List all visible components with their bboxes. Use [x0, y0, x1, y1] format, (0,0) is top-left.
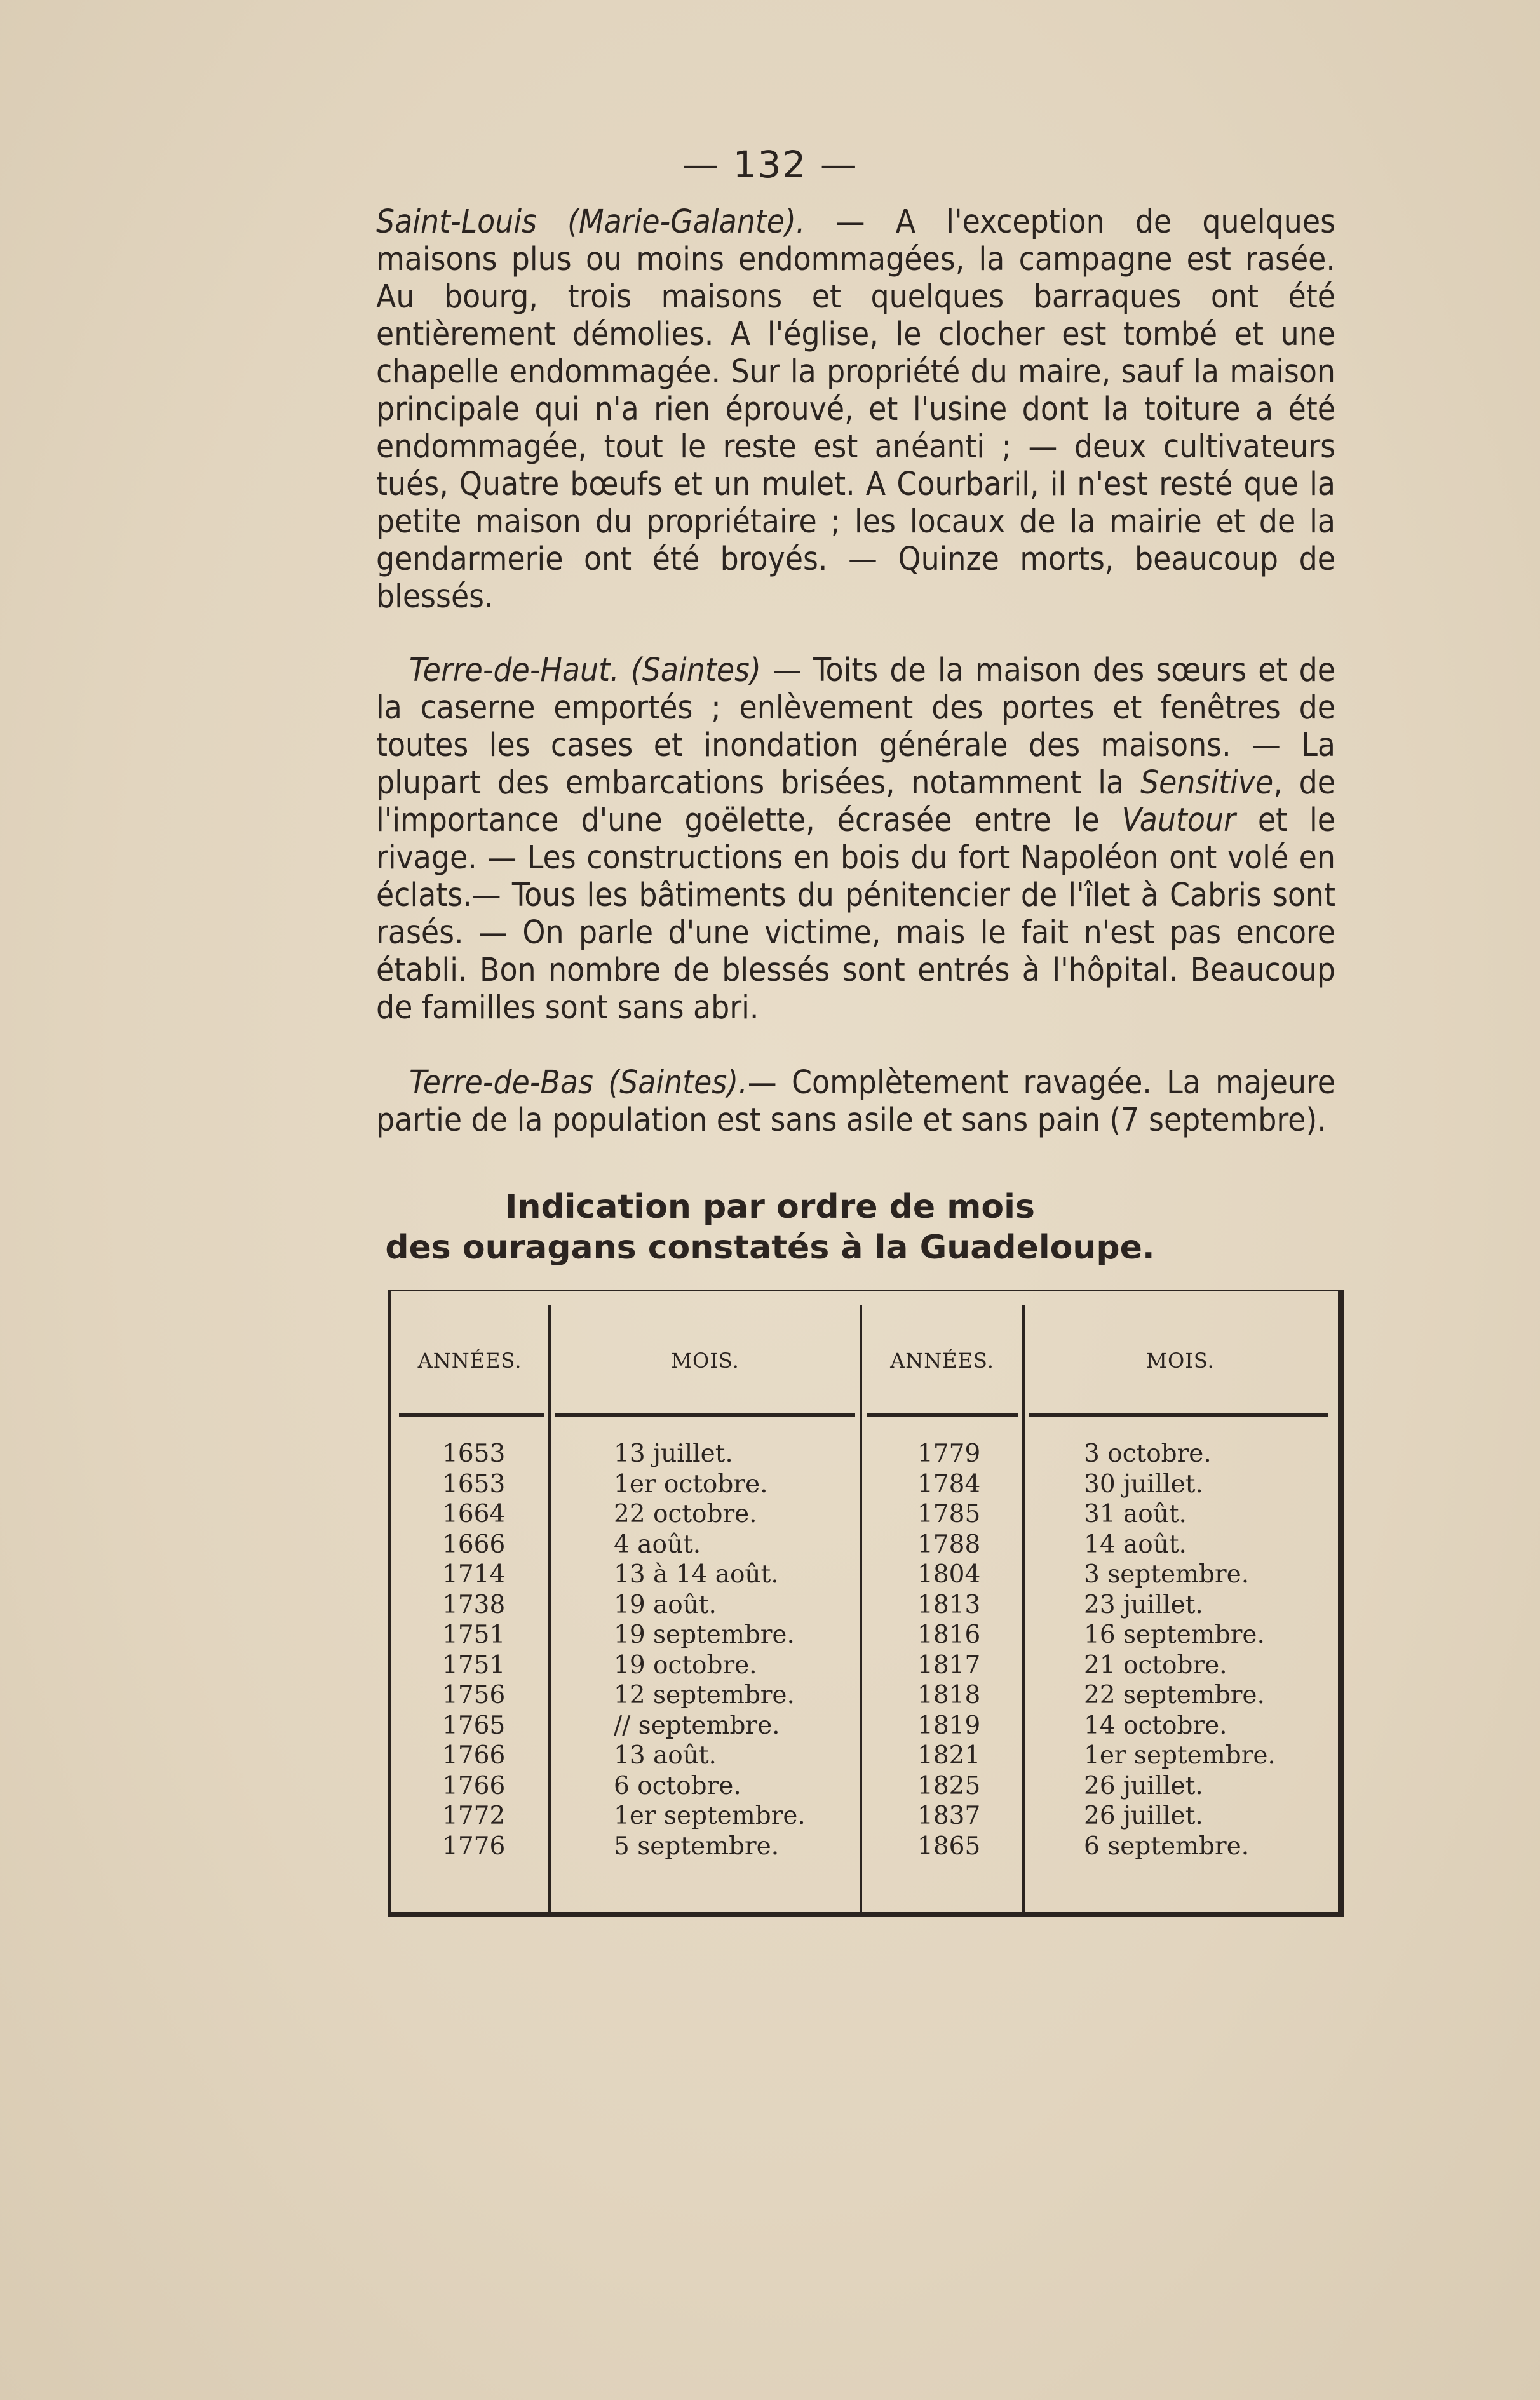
month-cell: 6 septembre. — [1084, 1831, 1250, 1861]
column-divider — [860, 1305, 862, 1912]
year-cell: 1766 — [442, 1741, 506, 1770]
year-cell: 1765 — [442, 1711, 506, 1740]
page-number: — 132 — — [682, 143, 858, 186]
header-rule — [399, 1413, 544, 1417]
month-cell: 26 juillet. — [1084, 1802, 1203, 1830]
month-cell: 19 septembre. — [614, 1621, 795, 1649]
year-cell: 1738 — [442, 1590, 506, 1619]
month-cell: 22 octobre. — [614, 1500, 757, 1528]
year-cell: 1751 — [442, 1621, 506, 1649]
year-cell: 1714 — [442, 1560, 506, 1589]
header-annees: ANNÉES. — [890, 1349, 994, 1373]
ship-name: Sensitive — [1140, 764, 1274, 802]
year-cell: 1837 — [917, 1802, 981, 1830]
year-cell: 1766 — [442, 1771, 506, 1800]
year-cell: 1779 — [917, 1439, 981, 1468]
years-column-right — [917, 1439, 980, 1861]
year-cell: 1804 — [917, 1560, 981, 1589]
month-cell: 5 septembre. — [614, 1831, 780, 1861]
table-title — [0, 1187, 1540, 1268]
ship-name: Vautour — [1121, 802, 1236, 839]
year-cell: 1756 — [442, 1681, 506, 1709]
month-cell: 14 août. — [1084, 1530, 1187, 1559]
paragraph-saint-louis — [376, 203, 1335, 616]
month-cell: 16 septembre. — [1084, 1621, 1265, 1649]
month-cell: 13 août. — [614, 1741, 717, 1770]
month-cell: 6 octobre. — [614, 1771, 741, 1800]
year-cell: 1653 — [442, 1439, 506, 1468]
month-cell: 14 octobre. — [1084, 1711, 1227, 1740]
year-cell: 1772 — [442, 1802, 506, 1830]
year-cell: 1653 — [442, 1469, 506, 1499]
year-cell: 1865 — [917, 1831, 981, 1861]
year-cell: 1664 — [442, 1500, 506, 1528]
year-cell: 1816 — [917, 1621, 981, 1649]
paragraph-terre-de-haut — [376, 652, 1335, 1027]
year-cell: 1819 — [917, 1711, 981, 1740]
header-mois: MOIS. — [671, 1349, 740, 1373]
header-rule — [555, 1413, 855, 1417]
paragraph-text: — Toits de la maison des sœurs et de la caserne emportés ; enlèvement des portes et fenêtres de toutes les cases et inondation générale des maisons. — La plupart des embarcations brisées, notamment la — [376, 652, 1335, 802]
place-title: Terre-de-Bas (Saintes). — [409, 1064, 748, 1102]
table-title-line: des ouragans constatés à la Guadeloupe. — [385, 1229, 1155, 1267]
paragraph-text: — A l'exception de quelques maisons plus ou moins endommagées, la campagne est rasée. Au bourg, trois maisons et quelques barraques ont été entièrement démolies. A l'église, le clocher est tombé et une chapelle endommagée. Sur la propriété du maire, sauf la maison principale qui n'a rien éprouvé, et l'usine dont la toiture a été endommagée, tout le reste est anéanti ; — deux cultivateurs tués, Quatre bœufs et un mulet. A Courbaril, il n'est resté que la petite maison du propriétaire ; les locaux de la mairie et de la gendarmerie ont été broyés. — Quinze morts, beaucoup de blessés. — [376, 203, 1335, 616]
month-cell: 3 octobre. — [1084, 1439, 1212, 1468]
place-title: Saint-Louis (Marie-Galante). — [376, 203, 806, 241]
year-cell: 1785 — [917, 1500, 981, 1528]
month-cell: 13 à 14 août. — [614, 1560, 779, 1589]
month-cell: 12 septembre. — [614, 1681, 795, 1709]
month-cell: 30 juillet. — [1084, 1469, 1203, 1499]
month-cell: 23 juillet. — [1084, 1590, 1203, 1619]
month-cell: 31 août. — [1084, 1500, 1187, 1528]
year-cell: 1825 — [917, 1771, 981, 1800]
place-title: Terre-de-Haut. (Saintes) — [409, 652, 761, 689]
paragraph-text: , de l'importance d'une goëlette, écrasée entre le — [376, 764, 1335, 839]
month-cell: // septembre. — [614, 1711, 780, 1740]
header-annees: ANNÉES. — [417, 1349, 522, 1373]
hurricane-table — [388, 1290, 1344, 1917]
months-column-left — [614, 1439, 806, 1861]
month-cell: 19 août. — [614, 1590, 717, 1619]
month-cell: 1er septembre. — [614, 1802, 806, 1830]
years-column-left — [442, 1439, 505, 1861]
year-cell: 1817 — [917, 1650, 981, 1680]
month-cell: 19 octobre. — [614, 1650, 757, 1680]
year-cell: 1813 — [917, 1590, 981, 1619]
header-rule — [867, 1413, 1018, 1417]
month-cell: 3 septembre. — [1084, 1560, 1250, 1589]
year-cell: 1788 — [917, 1530, 981, 1559]
month-cell: 22 septembre. — [1084, 1681, 1265, 1709]
header-rule — [1029, 1413, 1328, 1417]
year-cell: 1751 — [442, 1650, 506, 1680]
paragraph-text: — Complètement ravagée. La majeure partie de la population est sans asile et sans pain (7 septembre). — [376, 1064, 1336, 1139]
year-cell: 1776 — [442, 1831, 506, 1861]
year-cell: 1666 — [442, 1530, 506, 1559]
month-cell: 13 juillet. — [614, 1439, 733, 1468]
paragraph-text: et le rivage. — Les constructions en bois du fort Napoléon ont volé en éclats.— Tous les bâtiments du pénitencier de l'îlet à Cabris sont rasés. — On parle d'une victime, mais le fait n'est pas encore établi. Bon nombre de blessés sont entrés à l'hôpital. Beaucoup de familles sont sans abri. — [376, 802, 1336, 1027]
month-cell: 21 octobre. — [1084, 1650, 1227, 1680]
year-cell: 1821 — [917, 1741, 981, 1770]
header-mois: MOIS. — [1146, 1349, 1215, 1373]
year-cell: 1784 — [917, 1469, 981, 1499]
paragraph-terre-de-bas — [376, 1064, 1335, 1139]
month-cell: 1er octobre. — [614, 1469, 768, 1499]
months-column-right — [1084, 1439, 1276, 1861]
column-divider — [1022, 1305, 1025, 1912]
month-cell: 1er septembre. — [1084, 1741, 1276, 1770]
month-cell: 26 juillet. — [1084, 1771, 1203, 1800]
table-title-line: Indication par ordre de mois — [505, 1188, 1035, 1226]
month-cell: 4 août. — [614, 1530, 701, 1559]
column-divider — [548, 1305, 551, 1912]
year-cell: 1818 — [917, 1681, 981, 1709]
